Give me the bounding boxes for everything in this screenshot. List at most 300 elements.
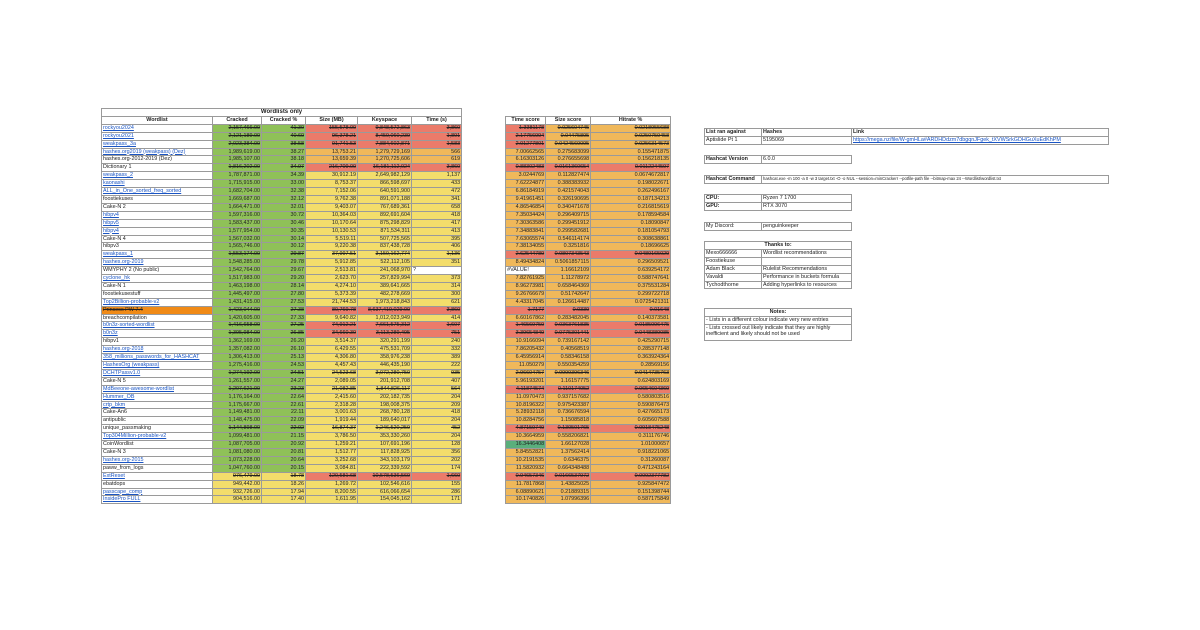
- size-score-cell[interactable]: 0.3251816: [546, 243, 591, 251]
- cracked-pct-cell[interactable]: 38.58: [262, 140, 306, 148]
- size-score-cell[interactable]: 0.0999396346: [546, 369, 591, 377]
- size-cell[interactable]: 9,403.07: [306, 203, 358, 211]
- keyspace-cell[interactable]: 257,829,994: [358, 275, 412, 283]
- cracked-cell[interactable]: 1,081,080.00: [213, 448, 262, 456]
- size-score-cell[interactable]: 0.664348488: [546, 464, 591, 472]
- time-score-cell[interactable]: 7.38134055: [506, 243, 546, 251]
- hitrate-cell[interactable]: 0.427665173: [591, 409, 671, 417]
- size-cell[interactable]: 5,519.11: [306, 235, 358, 243]
- cracked-pct-cell[interactable]: 30.14: [262, 235, 306, 243]
- hitrate-cell[interactable]: 0.308638861: [591, 235, 671, 243]
- size-score-cell[interactable]: 0.110174052: [546, 385, 591, 393]
- cracked-pct-cell[interactable]: 26.85: [262, 330, 306, 338]
- size-score-cell[interactable]: 0.126614487: [546, 298, 591, 306]
- hashlist-link[interactable]: https://mega.nz/file/W-gmHLa#ARDHDdzm7dbgqnJFgek_tXVWSrkGDHGuXuEdKhPM: [852, 136, 1109, 144]
- size-score-cell[interactable]: 1.37562414: [546, 448, 591, 456]
- cracked-pct-cell[interactable]: 27.38: [262, 306, 306, 314]
- cracked-pct-cell[interactable]: 30.46: [262, 219, 306, 227]
- wordlist-name-cell[interactable]: Cake-N 2: [102, 203, 213, 211]
- hitrate-cell[interactable]: 0.0112244597: [591, 164, 671, 172]
- hitrate-cell[interactable]: 0.471243164: [591, 464, 671, 472]
- cracked-cell[interactable]: 1,416,658.00: [213, 322, 262, 330]
- time-cell[interactable]: 373: [412, 275, 462, 283]
- size-cell[interactable]: 3,252.68: [306, 456, 358, 464]
- cracked-cell[interactable]: 1,431,415.00: [213, 298, 262, 306]
- wordlist-name-cell[interactable]: Top304Million-probable-v2: [102, 433, 213, 441]
- keyspace-cell[interactable]: 1,012,023,949: [358, 314, 412, 322]
- hitrate-cell[interactable]: 0.156218135: [591, 156, 671, 164]
- hitrate-cell[interactable]: 0.363924364: [591, 354, 671, 362]
- size-cell[interactable]: 80,769.78: [306, 306, 358, 314]
- cracked-pct-cell[interactable]: 25.13: [262, 354, 306, 362]
- hitrate-cell[interactable]: 0.216815619: [591, 203, 671, 211]
- time-cell[interactable]: 314: [412, 282, 462, 290]
- hitrate-cell[interactable]: 0.375531284: [591, 282, 671, 290]
- wordlist-name-cell[interactable]: passcape_comp: [102, 488, 213, 496]
- wordlist-name-cell[interactable]: antipublic: [102, 417, 213, 425]
- size-cell[interactable]: 120,581.68: [306, 472, 358, 480]
- time-score-cell[interactable]: 9.41961451: [506, 195, 546, 203]
- size-score-cell[interactable]: 0.0424569095: [546, 140, 591, 148]
- time-cell[interactable]: 413: [412, 227, 462, 235]
- size-score-cell[interactable]: 1.16157775: [546, 377, 591, 385]
- cracked-cell[interactable]: 1,176,164.00: [213, 393, 262, 401]
- time-cell[interactable]: 935: [412, 369, 462, 377]
- cracked-pct-cell[interactable]: 27.33: [262, 314, 306, 322]
- keyspace-cell[interactable]: 522,112,105: [358, 259, 412, 267]
- size-score-cell[interactable]: 0.276655698: [546, 156, 591, 164]
- time-cell[interactable]: 406: [412, 243, 462, 251]
- keyspace-cell[interactable]: 353,330,260: [358, 433, 412, 441]
- hitrate-cell[interactable]: 0.580803516: [591, 393, 671, 401]
- cracked-pct-cell[interactable]: 40.60: [262, 132, 306, 140]
- cracked-pct-cell[interactable]: 34.39: [262, 172, 306, 180]
- time-cell[interactable]: 3,860: [412, 306, 462, 314]
- keyspace-cell[interactable]: 640,591,900: [358, 188, 412, 196]
- size-score-cell[interactable]: 0.5061857115: [546, 259, 591, 267]
- cracked-pct-cell[interactable]: 24.27: [262, 377, 306, 385]
- hitrate-cell[interactable]: 0.925847472: [591, 480, 671, 488]
- cracked-pct-cell[interactable]: 17.94: [262, 488, 306, 496]
- cracked-cell[interactable]: 1,099,481.00: [213, 433, 262, 441]
- hitrate-cell[interactable]: 0.587175849: [591, 496, 671, 504]
- hitrate-cell[interactable]: 0.181054793: [591, 227, 671, 235]
- time-cell[interactable]: 204: [412, 393, 462, 401]
- time-cell[interactable]: 395: [412, 235, 462, 243]
- hitrate-cell[interactable]: 0.605607588: [591, 417, 671, 425]
- wordlist-name-cell[interactable]: CoinWordlist: [102, 441, 213, 449]
- size-score-cell[interactable]: 0.112827474: [546, 172, 591, 180]
- keyspace-cell[interactable]: 1,844,826,117: [358, 385, 412, 393]
- cracked-cell[interactable]: 1,583,437.00: [213, 219, 262, 227]
- cracked-pct-cell[interactable]: 26.20: [262, 338, 306, 346]
- keyspace-cell[interactable]: 1,973,218,843: [358, 298, 412, 306]
- cracked-pct-cell[interactable]: 29.87: [262, 251, 306, 259]
- wordlist-name-cell[interactable]: MdBeeone-awesome-wordlist: [102, 385, 213, 393]
- time-score-cell[interactable]: 10.8284756: [506, 417, 546, 425]
- cracked-cell[interactable]: 2,121,189.00: [213, 132, 262, 140]
- cracked-cell[interactable]: 1,577,954.00: [213, 227, 262, 235]
- col-keyspace[interactable]: Keyspace: [358, 116, 412, 124]
- wordlist-name-cell[interactable]: unique_passmaking: [102, 425, 213, 433]
- time-score-cell[interactable]: 10.1740826: [506, 496, 546, 504]
- time-score-cell[interactable]: 6.08890621: [506, 488, 546, 496]
- keyspace-cell[interactable]: 107,691,196: [358, 441, 412, 449]
- wordlist-name-cell[interactable]: breachcompilation: [102, 314, 213, 322]
- cracked-pct-cell[interactable]: 18.78: [262, 472, 306, 480]
- cracked-cell[interactable]: 1,542,764.00: [213, 267, 262, 275]
- hitrate-cell[interactable]: 0.198022671: [591, 180, 671, 188]
- wordlist-name-cell[interactable]: weakpass_1: [102, 251, 213, 259]
- time-score-cell[interactable]: 3.0244769: [506, 172, 546, 180]
- time-score-cell[interactable]: 6.60167862: [506, 314, 546, 322]
- time-score-cell[interactable]: 11.0970473: [506, 393, 546, 401]
- wordlist-name-cell[interactable]: hashes.org-2012-2019 (Dez): [102, 156, 213, 164]
- size-score-cell[interactable]: 0.937157682: [546, 393, 591, 401]
- wordlist-name-cell[interactable]: Cake-N 1: [102, 282, 213, 290]
- time-cell[interactable]: 240: [412, 338, 462, 346]
- keyspace-cell[interactable]: 8,459,060,239: [358, 132, 412, 140]
- time-score-cell[interactable]: 1.7177: [506, 306, 546, 314]
- wordlist-name-cell[interactable]: WMYPHY 2 (No public): [102, 267, 213, 275]
- size-cell[interactable]: 4,457.43: [306, 362, 358, 370]
- keyspace-cell[interactable]: 507,725,565: [358, 235, 412, 243]
- hitrate-cell[interactable]: 0.0218955688: [591, 124, 671, 132]
- time-cell[interactable]: 389: [412, 354, 462, 362]
- time-score-cell[interactable]: 6.45956914: [506, 354, 546, 362]
- size-score-cell[interactable]: 0.0775301441: [546, 330, 591, 338]
- size-cell[interactable]: 5,912.85: [306, 259, 358, 267]
- time-score-cell[interactable]: 10.3664959: [506, 433, 546, 441]
- time-cell[interactable]: 155: [412, 480, 462, 488]
- size-score-cell[interactable]: 0.025604745: [546, 124, 591, 132]
- cracked-cell[interactable]: 1,664,471.00: [213, 203, 262, 211]
- size-score-cell[interactable]: 0.0339: [546, 306, 591, 314]
- keyspace-cell[interactable]: 1,246,520,259: [358, 425, 412, 433]
- cracked-cell[interactable]: 1,148,475.00: [213, 417, 262, 425]
- size-cell[interactable]: 1,611.95: [306, 496, 358, 504]
- wordlist-name-cell[interactable]: Hummer_OB: [102, 393, 213, 401]
- keyspace-cell[interactable]: 102,546,616: [358, 480, 412, 488]
- keyspace-cell[interactable]: 2,649,982,129: [358, 172, 412, 180]
- keyspace-cell[interactable]: 389,641,665: [358, 282, 412, 290]
- size-cell[interactable]: 9,762.38: [306, 195, 358, 203]
- cracked-cell[interactable]: 1,149,481.00: [213, 409, 262, 417]
- time-cell[interactable]: 128: [412, 441, 462, 449]
- time-cell[interactable]: 209: [412, 401, 462, 409]
- hitrate-cell[interactable]: 0.178594584: [591, 211, 671, 219]
- size-score-cell[interactable]: 0.975423387: [546, 401, 591, 409]
- size-cell[interactable]: 21,744.53: [306, 298, 358, 306]
- keyspace-cell[interactable]: 446,435,190: [358, 362, 412, 370]
- keyspace-cell[interactable]: 201,912,708: [358, 377, 412, 385]
- size-cell[interactable]: 1,512.77: [306, 448, 358, 456]
- hitrate-cell[interactable]: 0.590876473: [591, 401, 671, 409]
- wordlist-name-cell[interactable]: hibpv3: [102, 243, 213, 251]
- cracked-pct-cell[interactable]: 20.92: [262, 441, 306, 449]
- size-cell[interactable]: 1,269.72: [306, 480, 358, 488]
- time-score-cell[interactable]: 2.17756994: [506, 132, 546, 140]
- size-score-cell[interactable]: 0.558206821: [546, 433, 591, 441]
- cracked-cell[interactable]: 2,023,384.00: [213, 140, 262, 148]
- size-cell[interactable]: 3,001.63: [306, 409, 358, 417]
- keyspace-cell[interactable]: 3,113,289,495: [358, 330, 412, 338]
- time-score-cell[interactable]: 6.86184919: [506, 188, 546, 196]
- keyspace-cell[interactable]: 875,298,829: [358, 219, 412, 227]
- time-score-cell[interactable]: 4.86546854: [506, 203, 546, 211]
- wordlist-name-cell[interactable]: InsidePro FULL: [102, 496, 213, 504]
- time-score-cell[interactable]: 7.63065574: [506, 235, 546, 243]
- wordlist-name-cell[interactable]: cyclone_hk: [102, 275, 213, 283]
- wordlist-name-cell[interactable]: b0n3z: [102, 330, 213, 338]
- size-score-cell[interactable]: 0.299451912: [546, 219, 591, 227]
- size-cell[interactable]: 3,514.37: [306, 338, 358, 346]
- hitrate-cell[interactable]: 1.01000657: [591, 441, 671, 449]
- time-cell[interactable]: 619: [412, 156, 462, 164]
- wordlist-name-cell[interactable]: paww_from_logs: [102, 464, 213, 472]
- time-score-cell[interactable]: 3.39654849: [506, 330, 546, 338]
- cracked-pct-cell[interactable]: 27.53: [262, 298, 306, 306]
- time-cell[interactable]: 1,137: [412, 172, 462, 180]
- time-score-cell[interactable]: 7.62224877: [506, 180, 546, 188]
- size-score-cell[interactable]: 1.11278972: [546, 275, 591, 283]
- cracked-pct-cell[interactable]: 30.35: [262, 227, 306, 235]
- hitrate-cell[interactable]: 0.187134213: [591, 195, 671, 203]
- hitrate-cell[interactable]: 0.0654604369: [591, 385, 671, 393]
- time-score-cell[interactable]: 8.49434824: [506, 259, 546, 267]
- keyspace-cell[interactable]: 616,066,654: [358, 488, 412, 496]
- keyspace-cell[interactable]: 891,071,188: [358, 195, 412, 203]
- keyspace-cell[interactable]: 198,008,375: [358, 401, 412, 409]
- cracked-cell[interactable]: 1,989,619.00: [213, 148, 262, 156]
- cracked-cell[interactable]: 1,682,704.00: [213, 188, 262, 196]
- hitrate-cell[interactable]: 0.299722718: [591, 290, 671, 298]
- size-score-cell[interactable]: 1.15085818: [546, 417, 591, 425]
- time-cell[interactable]: 452: [412, 425, 462, 433]
- keyspace-cell[interactable]: 892,691,604: [358, 211, 412, 219]
- time-cell[interactable]: 204: [412, 433, 462, 441]
- size-score-cell[interactable]: 0.6346375: [546, 456, 591, 464]
- time-score-cell[interactable]: 4.11874574: [506, 385, 546, 393]
- size-cell[interactable]: 2,089.05: [306, 377, 358, 385]
- hitrate-cell[interactable]: 0.01648: [591, 306, 671, 314]
- time-cell[interactable]: 1,660: [412, 472, 462, 480]
- time-score-cell[interactable]: 7.30363586: [506, 219, 546, 227]
- size-score-cell[interactable]: 1.16612109: [546, 267, 591, 275]
- time-score-cell[interactable]: 6.16303126: [506, 156, 546, 164]
- col-wordlist[interactable]: Wordlist: [102, 116, 213, 124]
- cracked-cell[interactable]: 1,087,705.00: [213, 441, 262, 449]
- size-score-cell[interactable]: 0.0161360654: [546, 164, 591, 172]
- cracked-cell[interactable]: 1,553,174.00: [213, 251, 262, 259]
- size-cell[interactable]: 9,640.82: [306, 314, 358, 322]
- size-cell[interactable]: 2,318.28: [306, 401, 358, 409]
- size-cell[interactable]: 10,170.64: [306, 219, 358, 227]
- keyspace-cell[interactable]: 3,159,162,774: [358, 251, 412, 259]
- wordlist-name-cell[interactable]: hashes.org-2018: [102, 346, 213, 354]
- hitrate-cell[interactable]: 0.296509521: [591, 259, 671, 267]
- cracked-cell[interactable]: 1,597,316.00: [213, 211, 262, 219]
- wordlist-name-cell[interactable]: Cake-An6: [102, 409, 213, 417]
- keyspace-cell[interactable]: 320,291,199: [358, 338, 412, 346]
- keyspace-cell[interactable]: 8,637,419,029.00: [358, 306, 412, 314]
- cracked-pct-cell[interactable]: 27.80: [262, 290, 306, 298]
- size-cell[interactable]: 96,378.21: [306, 132, 358, 140]
- col-time[interactable]: Time (s): [412, 116, 462, 124]
- hitrate-cell[interactable]: 0.18090847: [591, 219, 671, 227]
- cracked-pct-cell[interactable]: 38.27: [262, 148, 306, 156]
- wordlist-name-cell[interactable]: Top2Billion-probable-v2: [102, 298, 213, 306]
- keyspace-cell[interactable]: 767,689,361: [358, 203, 412, 211]
- cracked-cell[interactable]: 1,816,202.00: [213, 164, 262, 172]
- size-cell[interactable]: 4,274.10: [306, 282, 358, 290]
- size-score-cell[interactable]: 1.43825025: [546, 480, 591, 488]
- size-cell[interactable]: 34,660.30: [306, 330, 358, 338]
- hitrate-cell[interactable]: 0.0256314573: [591, 140, 671, 148]
- time-score-cell[interactable]: 1.3381178: [506, 124, 546, 132]
- time-score-cell[interactable]: 4.43317045: [506, 298, 546, 306]
- hitrate-cell[interactable]: 0.0185096475: [591, 322, 671, 330]
- cracked-cell[interactable]: 1,420,605.00: [213, 314, 262, 322]
- size-score-cell[interactable]: 0.421574043: [546, 188, 591, 196]
- time-cell[interactable]: 418: [412, 409, 462, 417]
- time-cell[interactable]: 171: [412, 496, 462, 504]
- cracked-pct-cell[interactable]: 20.81: [262, 448, 306, 456]
- time-score-cell[interactable]: 1.46569759: [506, 322, 546, 330]
- size-cell[interactable]: 9,220.38: [306, 243, 358, 251]
- wordlist-name-cell[interactable]: ebatdops: [102, 480, 213, 488]
- size-cell[interactable]: 16,874.37: [306, 425, 358, 433]
- size-cell[interactable]: 6,429.55: [306, 346, 358, 354]
- hitrate-cell[interactable]: 0.0448389085: [591, 330, 671, 338]
- hitrate-cell[interactable]: 0.31260087: [591, 456, 671, 464]
- cracked-cell[interactable]: 1,715,915.00: [213, 180, 262, 188]
- hitrate-cell[interactable]: 0.155471875: [591, 148, 671, 156]
- cracked-pct-cell[interactable]: 22.11: [262, 409, 306, 417]
- size-score-cell[interactable]: 0.04475895: [546, 132, 591, 140]
- cracked-pct-cell[interactable]: 38.18: [262, 156, 306, 164]
- keyspace-cell[interactable]: 3,072,280,750: [358, 369, 412, 377]
- wordlist-name-cell[interactable]: hashes.org-2015: [102, 456, 213, 464]
- wordlist-name-cell[interactable]: rockyou2021: [102, 132, 213, 140]
- size-score-cell[interactable]: 1.07996396: [546, 496, 591, 504]
- cracked-pct-cell[interactable]: 32.12: [262, 195, 306, 203]
- hitrate-cell[interactable]: 0.262496167: [591, 188, 671, 196]
- keyspace-cell[interactable]: 871,534,311: [358, 227, 412, 235]
- hitrate-cell[interactable]: 0.151398744: [591, 488, 671, 496]
- cracked-pct-cell[interactable]: 33.00: [262, 180, 306, 188]
- cracked-pct-cell[interactable]: 23.23: [262, 385, 306, 393]
- size-cell[interactable]: 10,130.53: [306, 227, 358, 235]
- keyspace-cell[interactable]: 154,045,162: [358, 496, 412, 504]
- wordlist-name-cell[interactable]: hashes.org2019 (weakpass) (Dez): [102, 148, 213, 156]
- time-score-cell[interactable]: 2.96604757: [506, 369, 546, 377]
- cracked-cell[interactable]: 1,567,032.00: [213, 235, 262, 243]
- hitrate-cell[interactable]: 0.0250759458: [591, 132, 671, 140]
- keyspace-cell[interactable]: 189,640,017: [358, 417, 412, 425]
- cracked-pct-cell[interactable]: 22.09: [262, 417, 306, 425]
- cracked-pct-cell[interactable]: 27.25: [262, 322, 306, 330]
- time-score-cell[interactable]: 2.01277801: [506, 140, 546, 148]
- time-cell[interactable]: 433: [412, 180, 462, 188]
- keyspace-cell[interactable]: 202,182,735: [358, 393, 412, 401]
- size-cell[interactable]: 1,919.44: [306, 417, 358, 425]
- time-cell[interactable]: 356: [412, 448, 462, 456]
- wordlist-name-cell[interactable]: HashesOrg (weakpass): [102, 362, 213, 370]
- time-cell[interactable]: 566: [412, 148, 462, 156]
- time-cell[interactable]: 407: [412, 377, 462, 385]
- time-score-cell[interactable]: 7.86205432: [506, 346, 546, 354]
- time-score-cell[interactable]: 10.9166094: [506, 338, 546, 346]
- time-cell[interactable]: 300: [412, 290, 462, 298]
- wordlist-name-cell[interactable]: kaonashi: [102, 180, 213, 188]
- time-cell[interactable]: 222: [412, 362, 462, 370]
- cracked-cell[interactable]: 1,395,984.00: [213, 330, 262, 338]
- keyspace-cell[interactable]: 482,278,669: [358, 290, 412, 298]
- size-cell[interactable]: 4,306.80: [306, 354, 358, 362]
- size-score-cell[interactable]: 0.130501765: [546, 425, 591, 433]
- size-cell[interactable]: 10,364.03: [306, 211, 358, 219]
- wordlist-name-cell[interactable]: hashes.org-2019: [102, 259, 213, 267]
- cracked-cell[interactable]: 1,548,285.00: [213, 259, 262, 267]
- time-score-cell[interactable]: 10.2191535: [506, 456, 546, 464]
- keyspace-cell[interactable]: 1,270,725,606: [358, 156, 412, 164]
- cracked-pct-cell[interactable]: 29.67: [262, 267, 306, 275]
- cracked-pct-cell[interactable]: 34.97: [262, 164, 306, 172]
- cracked-cell[interactable]: 1,423,044.00: [213, 306, 262, 314]
- keyspace-cell[interactable]: 7,661,575,312: [358, 322, 412, 330]
- col-cracked[interactable]: Cracked: [213, 116, 262, 124]
- hitrate-cell[interactable]: 0.918221065: [591, 448, 671, 456]
- keyspace-cell[interactable]: 866,598,697: [358, 180, 412, 188]
- col-hitrate[interactable]: Hitrate %: [591, 116, 671, 124]
- size-cell[interactable]: 7,152.06: [306, 188, 358, 196]
- size-cell[interactable]: 5,373.39: [306, 290, 358, 298]
- cracked-cell[interactable]: 1,565,746.00: [213, 243, 262, 251]
- hitrate-cell[interactable]: 0.0674672817: [591, 172, 671, 180]
- time-score-cell[interactable]: 7.34883841: [506, 227, 546, 235]
- time-score-cell[interactable]: 8.96273981: [506, 282, 546, 290]
- cracked-pct-cell[interactable]: 29.78: [262, 259, 306, 267]
- size-score-cell[interactable]: 0.0363761835: [546, 322, 591, 330]
- wordlist-name-cell[interactable]: crtp_bkm: [102, 401, 213, 409]
- time-score-cell[interactable]: #VALUE!: [506, 267, 546, 275]
- cracked-pct-cell[interactable]: 26.10: [262, 346, 306, 354]
- keyspace-cell[interactable]: 475,531,709: [358, 346, 412, 354]
- cracked-cell[interactable]: 1,261,557.00: [213, 377, 262, 385]
- size-score-cell[interactable]: 1.66127028: [546, 441, 591, 449]
- time-score-cell[interactable]: 5.84552821: [506, 448, 546, 456]
- size-score-cell[interactable]: 0.550354259: [546, 362, 591, 370]
- time-score-cell[interactable]: 9.26766679: [506, 290, 546, 298]
- time-cell[interactable]: 751: [412, 330, 462, 338]
- cracked-cell[interactable]: 904,516.00: [213, 496, 262, 504]
- time-cell[interactable]: 658: [412, 203, 462, 211]
- time-cell[interactable]: 202: [412, 456, 462, 464]
- cracked-pct-cell[interactable]: 21.15: [262, 433, 306, 441]
- size-cell[interactable]: 2,623.70: [306, 275, 358, 283]
- time-cell[interactable]: 414: [412, 314, 462, 322]
- size-cell[interactable]: 3,084.81: [306, 464, 358, 472]
- time-score-cell[interactable]: 5.96193201: [506, 377, 546, 385]
- cracked-pct-cell[interactable]: 24.53: [262, 362, 306, 370]
- keyspace-cell[interactable]: 1,279,729,169: [358, 148, 412, 156]
- size-score-cell[interactable]: 0.0166537972: [546, 472, 591, 480]
- time-score-cell[interactable]: 0.88302483: [506, 164, 546, 172]
- size-score-cell[interactable]: 0.736676594: [546, 409, 591, 417]
- time-cell[interactable]: 286: [412, 488, 462, 496]
- time-cell[interactable]: 3,860: [412, 164, 462, 172]
